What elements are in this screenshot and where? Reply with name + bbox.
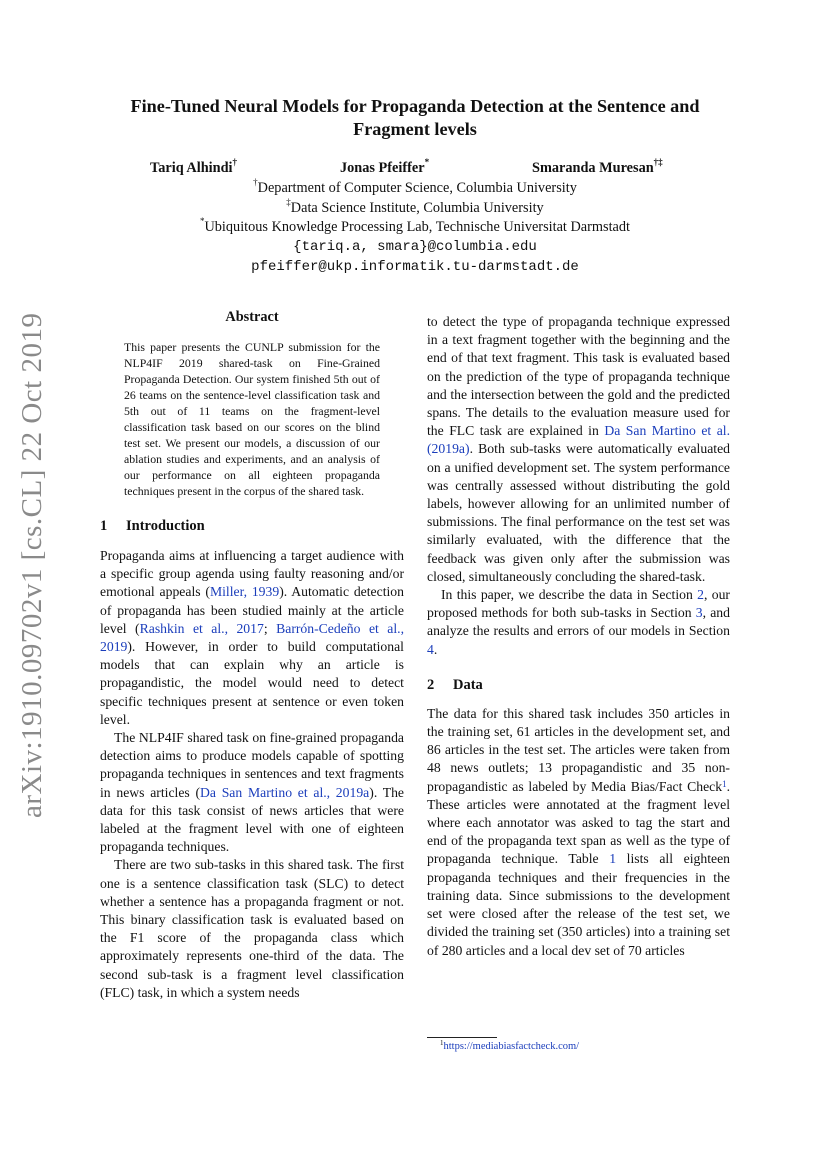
intro-paragraph-4: In this paper, we describe the data in Section 2, our proposed methods for both sub-tasks in Section 3, and analyze the results and errors of our models in Section 4.	[427, 587, 730, 657]
citation-da-san-martino-2019a-textual[interactable]: Da San Martino et al. (2019a)	[427, 423, 730, 457]
intro-paragraph-2: The NLP4IF shared task on fine-grained propaganda detection aims to produce models capable of spotting propaganda techniques in sentences and text fragments in news articles (Da San Martino et al., 2019a). The data for this task consist of news articles that were labeled at the fragment level with one of eighteen propaganda techniques.	[100, 730, 404, 855]
citation-rashkin-2017[interactable]: Rashkin et al., 2017	[139, 620, 264, 636]
right-column	[427, 313, 730, 960]
title-line-1: Fine-Tuned Neural Models for Propaganda Detection at the Sentence and	[130, 96, 700, 116]
footnote-url-link[interactable]: https://mediabiasfactcheck.com/	[443, 1041, 580, 1052]
paper-title	[60, 95, 770, 141]
citation-barron-cedeno-2019[interactable]: Barrón-Cedeño et al., 2019	[100, 620, 404, 655]
author-1: Tariq Alhindi†	[150, 157, 238, 176]
section-heading-introduction: 1 Introduction	[100, 518, 205, 534]
author-2: Jonas Pfeiffer*	[340, 157, 430, 176]
affiliation-3: *Ubiquitous Knowledge Processing Lab, Technische Universitat Darmstadt	[199, 216, 631, 235]
intro-paragraph-3-continued: to detect the type of propaganda technique expressed in a text fragment together with the beginning and the end of that text fragment. This task is evaluated based on the prediction of the type of propaganda technique and the intersection between the gold and the predicted spans. The details to the evaluation measure used for the FLC task are explained in Da San Martino et al. (2019a). Both sub-tasks were automatically evaluated on a unified development set. The system performance was centrally assessed without distributing the gold labels, however allowing for an unlimited number of submissions. The final performance on the test set was similarly evaluated, with the difference that the feedback was given only after the submission was closed, simultaneously concluding the shared-task.	[427, 314, 730, 584]
affiliation-1: †Department of Computer Science, Columbia University	[253, 177, 577, 196]
left-column	[100, 309, 404, 1002]
affiliation-2: ‡Data Science Institute, Columbia University	[286, 197, 544, 216]
footnote-ref-1[interactable]: 1	[722, 778, 727, 789]
abstract-heading: Abstract	[225, 309, 279, 325]
section-ref-4[interactable]: 4	[427, 641, 434, 657]
table-ref-1[interactable]: 1	[609, 851, 617, 867]
email-columbia: {tariq.a, smara}@columbia.edu	[293, 239, 537, 255]
email-darmstadt: pfeiffer@ukp.informatik.tu-darmstadt.de	[251, 259, 579, 275]
footnote-1: $^1$https://mediabiasfactcheck.com/	[440, 1039, 580, 1052]
title-line-2: Fragment levels	[353, 119, 477, 139]
data-paragraph-1: The data for this shared task includes 350 articles in the training set, 61 articles in the development set, and 86 articles in the test set. The articles were taken from 48 news outlets; 13 propagandistic and 35 non-propagandistic as labeled by Media Bias/Fact Check$^1$. These articles were annotated at the fragment level where each annotator was asked to tag the start and end of the propaganda text span as well as the type of propaganda technique. Table 1 lists all eighteen propaganda techniques and their frequencies in the training data. Since submissions to the development set were closed after the release of the test set, we divided the training set (350 articles) into a training set of 280 articles and a local dev set of 70 articles	[427, 705, 730, 958]
abstract-text: This paper presents the CUNLP submission for the NLP4IF 2019 shared-task on Fine-Grained Propaganda Detection. Our system finished 5th out of 26 teams on the sentence-level classification task and 5th out of 11 teams on the fragment-level classification task based on our scores on the blind test set. We present our models, a discussion of our ablation studies and experiments, and an analysis of our performance on all eighteen propaganda techniques present in the corpus of the shared task.	[124, 340, 380, 498]
section-ref-3[interactable]: 3	[695, 605, 703, 621]
arxiv-identifier: arXiv:1910.09702v1 [cs.CL] 22 Oct 2019	[16, 312, 48, 818]
intro-paragraph-3: There are two sub-tasks in this shared task. The first one is a sentence classification task (SLC) to detect whether a sentence has a propaganda fragment or not. This binary classification task is evaluated based on the F1 score of the propaganda class which approximately represents one-third of the data. The second sub-task is a fragment level classification (FLC) task, in which a system needs	[100, 857, 404, 1000]
intro-paragraph-1: Propaganda aims at influencing a target audience with a specific group agenda using faulty reasoning and/or emotional appeals (Miller, 1939). Automatic detection of propaganda has been studied mainly at the article level (Rashkin et al., 2017; Barrón-Cedeño et al., 2019). However, in order to build computational models that can explain why an article is propagandistic, the model would need to detect specific techniques present at sentence or even token level.	[100, 548, 404, 727]
citation-miller-1939[interactable]: Miller, 1939	[209, 584, 280, 600]
author-3: Smaranda Muresan†‡	[532, 157, 663, 176]
section-ref-2[interactable]: 2	[697, 587, 704, 603]
section-heading-data: 2 Data	[427, 676, 483, 693]
footnote-rule	[427, 1037, 497, 1038]
citation-da-san-martino-2019a[interactable]: Da San Martino et al., 2019a	[200, 784, 370, 800]
